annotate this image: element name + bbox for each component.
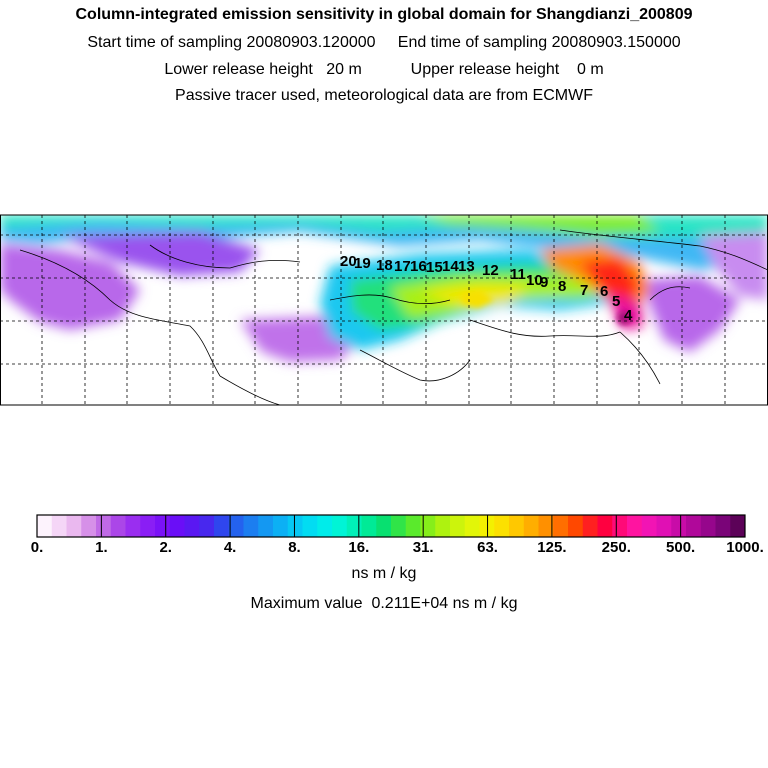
trajectory-age-label: 6 <box>600 283 609 300</box>
colorbar <box>37 515 745 537</box>
colorbar-swatch <box>539 515 554 537</box>
trajectory-age-label: 4 <box>624 307 633 324</box>
trajectory-age-label: 20 <box>340 253 357 270</box>
trajectory-age-label: 14 <box>442 258 459 275</box>
colorbar-swatch <box>111 515 126 537</box>
release-height-line: Lower release height 20 m Upper release height 0 m <box>164 61 604 78</box>
colorbar-swatch <box>140 515 155 537</box>
colorbar-swatch <box>81 515 96 537</box>
colorbar-swatch <box>362 515 377 537</box>
colorbar-tick-label: 1. <box>95 539 108 556</box>
colorbar-swatch <box>730 515 745 537</box>
trajectory-age-label: 13 <box>458 258 475 275</box>
trajectory-age-label: 11 <box>510 266 526 283</box>
colorbar-tick-label: 4. <box>223 539 237 556</box>
colorbar-swatch <box>317 515 332 537</box>
colorbar-swatch <box>67 515 82 537</box>
colorbar-swatch <box>524 515 539 537</box>
colorbar-swatch <box>155 515 170 537</box>
colorbar-tick-label: 2. <box>159 539 172 556</box>
trajectory-age-label: 19 <box>354 255 371 272</box>
colorbar-swatch <box>170 515 185 537</box>
trajectory-age-label: 18 <box>376 257 393 274</box>
colorbar-tick-label: 31. <box>412 539 434 556</box>
colorbar-swatch <box>642 515 657 537</box>
colorbar-swatch <box>126 515 141 537</box>
colorbar-swatch <box>258 515 273 537</box>
colorbar-tick-label: 500. <box>666 539 696 556</box>
colorbar-swatch <box>332 515 347 537</box>
colorbar-tick-label: 16. <box>348 539 370 556</box>
maximum-value-label: Maximum value 0.211E+04 ns m / kg <box>250 595 518 612</box>
trajectory-age-label: 17 <box>394 258 411 275</box>
colorbar-swatch <box>288 515 303 537</box>
colorbar-swatch <box>229 515 244 537</box>
colorbar-tick-label: 8. <box>288 539 301 556</box>
sampling-time-line: Start time of sampling 20080903.120000 End time of sampling 20080903.150000 <box>87 34 681 51</box>
colorbar-swatch <box>568 515 583 537</box>
colorbar-swatch <box>553 515 568 537</box>
tracer-info-line: Passive tracer used, meteorological data are from ECMWF <box>175 87 593 104</box>
colorbar-tick-label: 250. <box>601 539 631 556</box>
colorbar-swatch <box>376 515 391 537</box>
colorbar-swatch <box>701 515 716 537</box>
colorbar-swatch <box>244 515 259 537</box>
colorbar-swatch <box>657 515 672 537</box>
colorbar-swatch <box>494 515 509 537</box>
colorbar-swatch <box>391 515 406 537</box>
trajectory-age-label: 8 <box>558 278 567 295</box>
trajectory-age-label: 10 <box>526 272 543 289</box>
trajectory-age-label: 5 <box>612 293 621 310</box>
colorbar-swatch <box>273 515 288 537</box>
colorbar-tick-label: 1000. <box>726 539 764 556</box>
trajectory-age-label: 12 <box>482 262 499 279</box>
colorbar-swatch <box>583 515 598 537</box>
trajectory-age-label: 9 <box>540 274 549 291</box>
colorbar-tick-label: 125. <box>537 539 567 556</box>
colorbar-tick-label: 63. <box>477 539 498 556</box>
colorbar-tick-label: 0. <box>30 539 44 556</box>
colorbar-unit-label: ns m / kg <box>351 565 417 582</box>
colorbar-swatch <box>716 515 731 537</box>
colorbar-swatch <box>406 515 421 537</box>
colorbar-swatch <box>214 515 229 537</box>
colorbar-swatch <box>627 515 642 537</box>
colorbar-swatch <box>671 515 686 537</box>
page-title: Column-integrated emission sensitivity in global domain for Shangdianzi_200809 <box>75 6 693 23</box>
colorbar-swatch <box>612 515 627 537</box>
trajectory-age-label: 7 <box>580 282 589 299</box>
colorbar-swatch <box>435 515 450 537</box>
colorbar-swatch <box>509 515 524 537</box>
colorbar-swatch <box>347 515 362 537</box>
colorbar-swatch <box>465 515 480 537</box>
colorbar-swatch <box>303 515 318 537</box>
colorbar-swatch <box>185 515 200 537</box>
colorbar-swatch <box>199 515 214 537</box>
colorbar-swatch <box>450 515 465 537</box>
colorbar-swatch <box>52 515 67 537</box>
colorbar-swatch <box>598 515 613 537</box>
colorbar-swatch <box>686 515 701 537</box>
trajectory-age-label: 15 <box>426 259 443 276</box>
colorbar-swatch <box>37 515 52 537</box>
trajectory-age-label: 16 <box>410 258 427 275</box>
colorbar-swatch <box>96 515 111 537</box>
